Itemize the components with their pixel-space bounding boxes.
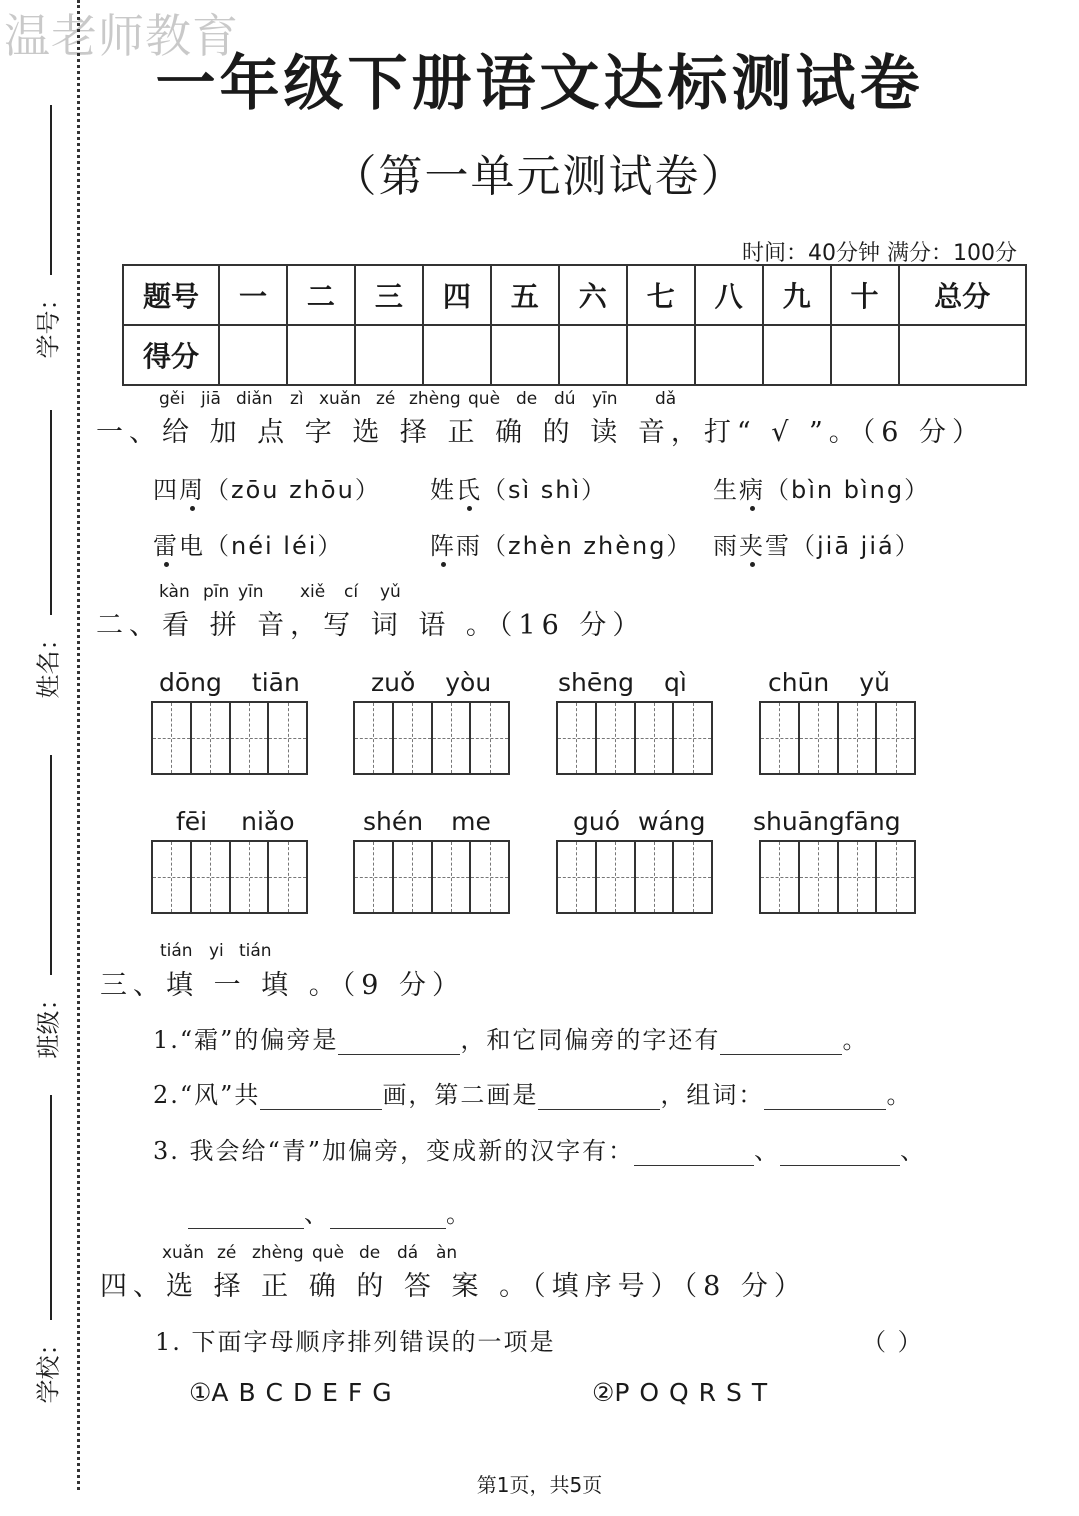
student-id-label: 学号： (34, 286, 63, 359)
question4-1: 1. 下面字母顺序排列错误的一项是 (155, 1328, 556, 1356)
pinyin-syllable: zì (290, 389, 304, 409)
score-table (122, 264, 1027, 386)
question1-item: 阵雨（zhèn zhèng） (430, 526, 692, 561)
grid-pinyin-label: fēi niǎo (176, 807, 295, 836)
pinyin-syllable: dǎ (655, 389, 677, 409)
school-label: 学校： (34, 1331, 63, 1404)
pinyin-syllable: gěi (159, 389, 185, 409)
time-info: 时间：40分钟 满分：100分 (742, 241, 1017, 266)
score-table-header-cell: 题号 (123, 265, 219, 325)
pinyin-syllable: dú (554, 389, 576, 409)
question3-1: 1.“霜”的偏旁是 ，和它同偏旁的字还有 。 (153, 1026, 869, 1054)
dotted-char: 周 (179, 470, 205, 505)
page-subtitle: （第一单元测试卷） (332, 151, 747, 202)
question3-3-continued: 、 。 (188, 1194, 472, 1229)
answer-blank[interactable] (764, 1085, 886, 1110)
question3-3: 3. 我会给“青”加偏旁，变成新的汉字有： 、 、 (153, 1137, 927, 1165)
pinyin-syllable: què (312, 1243, 345, 1263)
pinyin-syllable: de (516, 389, 538, 409)
watermark: 温老师教育 (4, 9, 239, 63)
score-table-header-cell: 八 (695, 265, 763, 325)
score-table-header-cell: 二 (287, 265, 355, 325)
answer-blank[interactable] (188, 1204, 304, 1229)
dotted-char: 病 (739, 470, 765, 505)
score-table-header-cell: 十 (831, 265, 899, 325)
binding-dotted-line (77, 0, 80, 1490)
score-cell[interactable] (559, 325, 627, 385)
grid-pinyin-label: guó wáng (573, 807, 706, 836)
section1-pinyin (0, 389, 1079, 411)
writing-grid[interactable] (353, 701, 510, 775)
pinyin-syllable: què (468, 389, 501, 409)
score-cell[interactable] (287, 325, 355, 385)
pinyin-syllable: zhèng (252, 1243, 304, 1263)
pinyin-syllable: zé (376, 389, 396, 409)
score-cell[interactable] (491, 325, 559, 385)
student-id-line (50, 105, 52, 275)
grid-pinyin-label: shuāngfāng (753, 807, 901, 836)
question1-item: 姓氏（sì shì） (430, 470, 607, 505)
question1-item: 四周（zōu zhōu） (153, 470, 381, 505)
writing-grid[interactable] (556, 701, 713, 775)
answer-blank[interactable] (260, 1085, 382, 1110)
answer-blank[interactable] (780, 1141, 900, 1166)
pinyin-syllable: diǎn (236, 389, 273, 409)
score-table-header-cell: 六 (559, 265, 627, 325)
name-label: 姓名： (34, 626, 63, 699)
pinyin-syllable: xuǎn (162, 1243, 205, 1263)
answer-blank[interactable] (330, 1204, 446, 1229)
section2-pinyin (0, 582, 1079, 604)
question3-2: 2.“风”共 画，第二画是 ，组词： 。 (153, 1081, 913, 1109)
score-table-header-cell: 一 (219, 265, 287, 325)
section4-heading: 四、选 择 正 确 的 答 案 。（填序号）（8 分） (100, 1271, 807, 1302)
score-table-header-cell: 七 (627, 265, 695, 325)
score-table-header-row (123, 265, 1026, 325)
score-cell[interactable] (423, 325, 491, 385)
score-cell[interactable] (763, 325, 831, 385)
writing-grid[interactable] (353, 840, 510, 914)
pinyin-syllable: jiā (201, 389, 221, 409)
option-1: ①A B C D E F G (189, 1378, 392, 1407)
score-table-header-cell: 五 (491, 265, 559, 325)
dotted-char: 雷 (153, 526, 179, 561)
pinyin-syllable: àn (436, 1243, 458, 1263)
grid-pinyin-label: dōng tiān (159, 668, 300, 697)
score-cell[interactable] (899, 325, 1026, 385)
pinyin-syllable: kàn (159, 582, 190, 602)
dotted-char: 夹 (739, 526, 765, 561)
section3-heading: 三、填 一 填 。（9 分） (100, 970, 466, 1001)
grid-pinyin-label: shén me (363, 807, 491, 836)
score-cell[interactable] (627, 325, 695, 385)
question1-item: 雷电（néi léi） (153, 526, 343, 561)
question1-item: 雨夹雪（jiā jiá） (713, 526, 921, 561)
pinyin-syllable: yǔ (380, 582, 401, 602)
answer-blank[interactable] (338, 1030, 460, 1055)
writing-grid[interactable] (151, 840, 308, 914)
score-cell[interactable] (831, 325, 899, 385)
grid-pinyin-label: chūn yǔ (768, 668, 890, 697)
score-cell[interactable] (695, 325, 763, 385)
pinyin-syllable: xuǎn (319, 389, 362, 409)
pinyin-syllable: cí (344, 582, 359, 602)
writing-grid[interactable] (151, 701, 308, 775)
pinyin-syllable: tián (160, 941, 193, 961)
answer-blank[interactable] (720, 1030, 842, 1055)
pinyin-syllable: xiě (300, 582, 326, 602)
score-table-score-row (123, 325, 1026, 385)
writing-grid[interactable] (759, 701, 916, 775)
dotted-char: 阵 (430, 526, 456, 561)
score-cell[interactable] (355, 325, 423, 385)
page-title: 一年级下册语文达标测试卷 (155, 49, 924, 119)
question1-item: 生病（bìn bìng） (713, 470, 930, 505)
pinyin-syllable: zé (217, 1243, 237, 1263)
pinyin-syllable: yi (209, 941, 224, 961)
score-cell[interactable] (219, 325, 287, 385)
section2-heading: 二、看 拼 音，写 词 语 。（16 分） (96, 610, 646, 641)
pinyin-syllable: yīn (238, 582, 264, 602)
section3-pinyin (0, 941, 1079, 963)
school-line (50, 1095, 52, 1320)
score-table-header-cell: 三 (355, 265, 423, 325)
grid-pinyin-label: zuǒ yòu (371, 668, 492, 697)
score-row-label: 得分 (123, 325, 219, 385)
score-table-header-cell: 总分 (899, 265, 1026, 325)
answer-paren[interactable]: （ ） (862, 1328, 924, 1356)
answer-blank[interactable] (634, 1141, 754, 1166)
pinyin-syllable: zhèng (409, 389, 461, 409)
score-table-header-cell: 四 (423, 265, 491, 325)
pinyin-syllable: de (359, 1243, 381, 1263)
pinyin-syllable: pīn (203, 582, 230, 602)
option-2: ②P O Q R S T (592, 1378, 768, 1407)
pinyin-syllable: dá (397, 1243, 419, 1263)
score-table-header-cell: 九 (763, 265, 831, 325)
class-label: 班级： (34, 986, 63, 1059)
writing-grid[interactable] (556, 840, 713, 914)
grid-pinyin-label: shēng qì (558, 668, 687, 697)
section4-pinyin (0, 1243, 1079, 1265)
section1-heading: 一、给 加 点 字 选 择 正 确 的 读 音，打“ √ ”。（6 分） (96, 417, 986, 448)
page-number: 第1页，共5页 (476, 1473, 603, 1497)
pinyin-syllable: yīn (592, 389, 618, 409)
answer-blank[interactable] (538, 1085, 660, 1110)
writing-grid[interactable] (759, 840, 916, 914)
dotted-char: 氏 (456, 470, 482, 505)
pinyin-syllable: tián (239, 941, 272, 961)
